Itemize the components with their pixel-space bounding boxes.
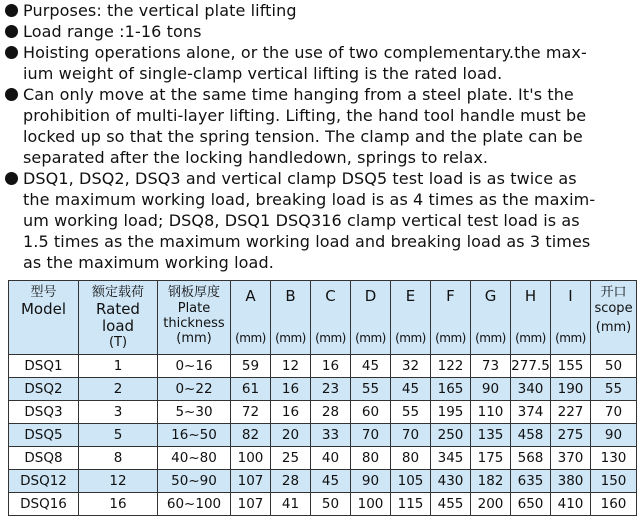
header-plate-cn: 钢板厚度 bbox=[167, 285, 220, 300]
table-cell: 45 bbox=[351, 355, 391, 378]
table-cell: 1 bbox=[79, 355, 158, 378]
header-load-en2: load bbox=[101, 317, 135, 335]
header-scope-unit: (mm) bbox=[595, 320, 632, 335]
table-cell: 190 bbox=[551, 378, 591, 401]
header-rated-load bbox=[79, 281, 158, 355]
table-cell: 275 bbox=[551, 424, 591, 447]
table-cell: 5 bbox=[79, 424, 158, 447]
table-cell: 80 bbox=[391, 447, 431, 470]
table-cell: 155 bbox=[551, 355, 591, 378]
table-cell: 160 bbox=[591, 493, 637, 516]
header-dim-letter: B bbox=[285, 287, 296, 305]
table-cell: 374 bbox=[511, 401, 551, 424]
table-cell: 70 bbox=[591, 401, 637, 424]
table-cell: 650 bbox=[511, 493, 551, 516]
header-dim-letter: I bbox=[568, 287, 573, 305]
header-dim-i bbox=[551, 281, 591, 355]
bullet-line: Load range :1-16 tons bbox=[23, 22, 202, 41]
table-row bbox=[9, 424, 637, 447]
table-cell: 568 bbox=[511, 447, 551, 470]
bullet-line: 1.5 times as the maximum working load and breaking load as 3 times bbox=[23, 232, 591, 251]
table-row bbox=[9, 401, 637, 424]
table-cell: 41 bbox=[271, 493, 311, 516]
table-cell: 250 bbox=[431, 424, 471, 447]
table-cell: 345 bbox=[431, 447, 471, 470]
table-cell: 0~16 bbox=[158, 355, 231, 378]
header-dim-unit: (mm) bbox=[555, 331, 586, 345]
header-dim-unit: (mm) bbox=[515, 331, 546, 345]
table-cell: 200 bbox=[471, 493, 511, 516]
bullet-dot-icon bbox=[5, 25, 18, 38]
table-cell: DSQ16 bbox=[9, 493, 79, 516]
bullet-line: the maximum working load, breaking load is as 4 times as the maxim- bbox=[23, 190, 596, 209]
table-cell: 277.5 bbox=[511, 355, 551, 378]
header-dim-letter: A bbox=[245, 287, 256, 305]
bullet-item bbox=[3, 84, 639, 168]
table-cell: DSQ1 bbox=[9, 355, 79, 378]
header-load-unit: (T) bbox=[108, 335, 128, 350]
table-cell: 50 bbox=[591, 355, 637, 378]
bullet-line: um working load; DSQ8, DSQ1 DSQ316 clamp vertical test load is as bbox=[23, 211, 580, 230]
table-cell: 0~22 bbox=[158, 378, 231, 401]
table-cell: 90 bbox=[351, 470, 391, 493]
table-cell: 458 bbox=[511, 424, 551, 447]
bullet-line: DSQ1, DSQ2, DSQ3 and vertical clamp DSQ5 test load is as twice as bbox=[23, 169, 577, 188]
header-scope-en: scope bbox=[594, 301, 633, 316]
table-cell: 45 bbox=[391, 378, 431, 401]
table-cell: 107 bbox=[231, 493, 271, 516]
table-cell: 430 bbox=[431, 470, 471, 493]
table-cell: 380 bbox=[551, 470, 591, 493]
bullet-item bbox=[3, 42, 639, 84]
table-cell: 40 bbox=[311, 447, 351, 470]
table-cell: 122 bbox=[431, 355, 471, 378]
header-dim-g bbox=[471, 281, 511, 355]
table-cell: 455 bbox=[431, 493, 471, 516]
table-cell: 130 bbox=[591, 447, 637, 470]
table-cell: 20 bbox=[271, 424, 311, 447]
table-cell: DSQ2 bbox=[9, 378, 79, 401]
table-cell: 8 bbox=[79, 447, 158, 470]
header-plate-thickness bbox=[158, 281, 231, 355]
table-cell: 28 bbox=[311, 401, 351, 424]
table-cell: 61 bbox=[231, 378, 271, 401]
bullet-item bbox=[3, 21, 639, 42]
table-row bbox=[9, 355, 637, 378]
bullet-dot-icon bbox=[5, 88, 18, 101]
table-cell: 40~80 bbox=[158, 447, 231, 470]
table-cell: 50~90 bbox=[158, 470, 231, 493]
table-cell: DSQ5 bbox=[9, 424, 79, 447]
table-cell: 195 bbox=[431, 401, 471, 424]
header-dim-unit: (mm) bbox=[475, 331, 506, 345]
header-dim-f bbox=[431, 281, 471, 355]
table-cell: 2 bbox=[79, 378, 158, 401]
table-cell: 100 bbox=[351, 493, 391, 516]
bullet-line: separated after the locking handledown, springs to relax. bbox=[23, 148, 489, 167]
table-row bbox=[9, 470, 637, 493]
table-cell: 50 bbox=[311, 493, 351, 516]
table-cell: DSQ8 bbox=[9, 447, 79, 470]
bullet-item bbox=[3, 0, 639, 21]
table-cell: 80 bbox=[351, 447, 391, 470]
header-dim-c bbox=[311, 281, 351, 355]
table-cell: 16 bbox=[271, 401, 311, 424]
bullet-line: Hoisting operations alone, or the use of two complementary.the max- bbox=[23, 43, 587, 62]
table-cell: 70 bbox=[391, 424, 431, 447]
header-dim-a bbox=[231, 281, 271, 355]
table-cell: 16 bbox=[79, 493, 158, 516]
table-cell: 227 bbox=[551, 401, 591, 424]
header-plate-en1: Plate bbox=[177, 301, 211, 316]
header-dim-unit: (mm) bbox=[315, 331, 346, 345]
header-dim-letter: E bbox=[405, 287, 416, 305]
header-dim-h bbox=[511, 281, 551, 355]
header-scope bbox=[591, 281, 637, 355]
table-cell: 115 bbox=[391, 493, 431, 516]
table-cell: 165 bbox=[431, 378, 471, 401]
bullet-line: as the maximum working load. bbox=[23, 253, 274, 272]
header-dim-letter: H bbox=[524, 287, 537, 305]
header-dim-unit: (mm) bbox=[395, 331, 426, 345]
table-cell: 105 bbox=[391, 470, 431, 493]
header-plate-unit: (mm) bbox=[176, 331, 212, 346]
table-cell: 107 bbox=[231, 470, 271, 493]
feature-bullets bbox=[3, 0, 639, 273]
table-cell: 16 bbox=[311, 355, 351, 378]
header-dim-unit: (mm) bbox=[435, 331, 466, 345]
table-cell: 182 bbox=[471, 470, 511, 493]
table-row bbox=[9, 447, 637, 470]
table-cell: 55 bbox=[351, 378, 391, 401]
bullet-dot-icon bbox=[5, 172, 18, 185]
header-dim-unit: (mm) bbox=[355, 331, 386, 345]
header-dim-letter: G bbox=[484, 287, 497, 305]
header-model bbox=[9, 281, 79, 355]
header-model-en: Model bbox=[20, 300, 67, 318]
table-cell: DSQ3 bbox=[9, 401, 79, 424]
bullet-line: Can only move at the same time hanging from a steel plate. It's the bbox=[23, 85, 574, 104]
header-plate-en2: thickness bbox=[163, 316, 225, 331]
header-dim-unit: (mm) bbox=[275, 331, 306, 345]
table-cell: 16 bbox=[271, 378, 311, 401]
table-cell: 3 bbox=[79, 401, 158, 424]
bullet-line: Purposes: the vertical plate lifting bbox=[23, 1, 297, 20]
table-cell: 60~100 bbox=[158, 493, 231, 516]
header-dim-unit: (mm) bbox=[235, 331, 266, 345]
header-scope-cn: 开口 bbox=[600, 285, 627, 300]
bullet-line: ium weight of single-clamp vertical lifting is the rated load. bbox=[23, 64, 503, 83]
table-cell: 55 bbox=[591, 378, 637, 401]
table-cell: 340 bbox=[511, 378, 551, 401]
header-model-cn: 型号 bbox=[30, 285, 57, 300]
table-cell: 60 bbox=[351, 401, 391, 424]
table-cell: 370 bbox=[551, 447, 591, 470]
table-cell: 25 bbox=[271, 447, 311, 470]
table-cell: 135 bbox=[471, 424, 511, 447]
bullet-line: prohibition of multi-layer lifting. Lifting, the hand tool handle must be bbox=[23, 106, 587, 125]
bullet-dot-icon bbox=[5, 46, 18, 59]
bullet-item bbox=[3, 168, 639, 273]
table-cell: 635 bbox=[511, 470, 551, 493]
table-header-row bbox=[9, 281, 637, 355]
table-cell: 55 bbox=[391, 401, 431, 424]
bullet-dot-icon bbox=[5, 4, 18, 17]
header-dim-d bbox=[351, 281, 391, 355]
table-body bbox=[9, 355, 637, 516]
table-cell: 150 bbox=[591, 470, 637, 493]
table-cell: 59 bbox=[231, 355, 271, 378]
table-cell: 90 bbox=[591, 424, 637, 447]
table-cell: 5~30 bbox=[158, 401, 231, 424]
table-row bbox=[9, 493, 637, 516]
header-load-en1: Rated bbox=[96, 300, 140, 318]
table-cell: 70 bbox=[351, 424, 391, 447]
header-dim-e bbox=[391, 281, 431, 355]
table-row bbox=[9, 378, 637, 401]
table-cell: 175 bbox=[471, 447, 511, 470]
table-cell: 90 bbox=[471, 378, 511, 401]
header-load-cn: 额定载荷 bbox=[91, 285, 144, 300]
table-cell: 32 bbox=[391, 355, 431, 378]
table-cell: 45 bbox=[311, 470, 351, 493]
table-cell: 12 bbox=[271, 355, 311, 378]
table-cell: 12 bbox=[79, 470, 158, 493]
header-dim-letter: F bbox=[446, 287, 455, 305]
table-cell: 82 bbox=[231, 424, 271, 447]
table-cell: 72 bbox=[231, 401, 271, 424]
header-dim-letter: C bbox=[325, 287, 336, 305]
table-cell: 100 bbox=[231, 447, 271, 470]
table-cell: 23 bbox=[311, 378, 351, 401]
table-cell: 33 bbox=[311, 424, 351, 447]
header-dim-letter: D bbox=[364, 287, 377, 305]
table-cell: DSQ12 bbox=[9, 470, 79, 493]
header-dim-b bbox=[271, 281, 311, 355]
table-cell: 410 bbox=[551, 493, 591, 516]
table-cell: 16~50 bbox=[158, 424, 231, 447]
table-cell: 73 bbox=[471, 355, 511, 378]
table-cell: 28 bbox=[271, 470, 311, 493]
table-cell: 110 bbox=[471, 401, 511, 424]
bullet-line: locked up so that the spring tension. The clamp and the plate can be bbox=[23, 127, 583, 146]
spec-table bbox=[8, 280, 637, 516]
